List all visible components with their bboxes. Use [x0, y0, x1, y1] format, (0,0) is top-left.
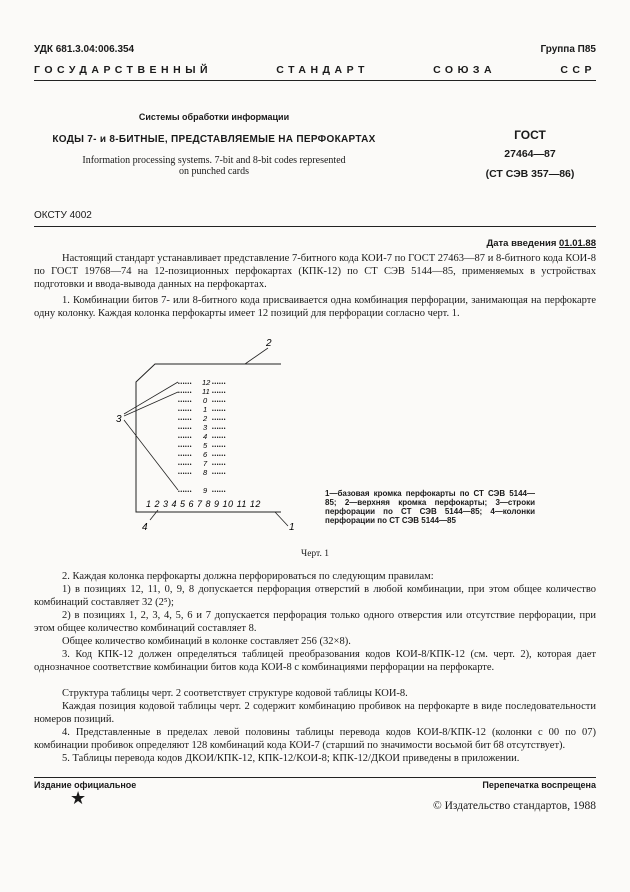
callout-line: [124, 382, 178, 414]
row-dots: ••••••: [178, 435, 193, 441]
item-5: 5. Таблицы перевода кодов ДКОИ/КПК-12, КПК-12/КОИ-8; КПК-12/ДКОИ приведены в приложении.: [62, 753, 520, 764]
doc-title-en: [34, 155, 394, 177]
row-dots: ••••••: [212, 435, 227, 441]
punch-row: [178, 396, 226, 405]
row-dots: ••••••: [178, 399, 193, 405]
row-label: 12: [202, 378, 211, 387]
punch-row: [178, 459, 226, 468]
callout-line: [124, 392, 178, 416]
state-word: ССР: [560, 64, 596, 76]
punch-row: [178, 432, 226, 441]
state-standard-header: [34, 64, 596, 76]
item-2-total: Общее количество комбинаций в колонке составляет 256 (32×8).: [62, 636, 351, 647]
callout-label: 3: [116, 414, 122, 425]
row-dots: ••••••: [178, 426, 193, 432]
doc-subtitle: Системы обработки информации: [138, 112, 290, 122]
gost-number: 27464—87: [504, 148, 556, 160]
item-3-structure: Структура таблицы черт. 2 соответствует структуре кодовой таблицы КОИ-8.: [62, 688, 408, 699]
row-label: 11: [202, 387, 210, 396]
figure-caption: Черт. 1: [301, 549, 329, 559]
okstu-rule: [34, 226, 596, 227]
row-label: 3: [203, 423, 208, 432]
row-label: 2: [203, 414, 208, 423]
punch-row: [178, 468, 226, 477]
row-dots: ••••••: [212, 390, 227, 396]
row-dots: ••••••: [212, 381, 227, 387]
effective-date-label: Дата введения: [486, 238, 557, 249]
row-dots: ••••••: [212, 462, 227, 468]
item-3: 3. Код КПК-12 должен определяться таблицей преобразования кодов КОИ-8/КПК-12 (см. черт. 2), которая дает однозначное соответствие комбинации битов кода КОИ-8 с комбинациями перфорации на перфокарте.: [34, 649, 596, 673]
item-2-rule-2: 2) в позициях 1, 2, 3, 4, 5, 6 и 7 допускается перфорация только одного отверстия или отсутствие перфорации, при этом общее количество комбинаций составляет 8.: [34, 610, 596, 634]
punch-row: [178, 423, 226, 432]
doc-title-ru: КОДЫ 7- и 8-БИТНЫЕ, ПРЕДСТАВЛЯЕМЫЕ НА ПЕРФОКАРТАХ: [52, 134, 376, 145]
row-dots: ••••••: [178, 489, 193, 495]
intro-paragraph: Настоящий стандарт устанавливает представление 7-битного кода КОИ-7 по ГОСТ 27463—87 и 8-битного кода КОИ-8 по ГОСТ 19768—74 на 12-позиционных перфокартах (КПК-12) по СТ СЭВ 5144—85, применяемых в устройствах подготовки и ввода-вывода данных на перфокартах.: [34, 253, 596, 290]
item-2: 2. Каждая колонка перфокарты должна перфорироваться по следующим правилам:: [62, 571, 434, 582]
callout-line: [124, 420, 178, 490]
row-label: 0: [203, 396, 208, 405]
column-numbers: 1 2 3 4 5 6 7 8 9 10 11 12: [146, 499, 261, 509]
row-dots: ••••••: [212, 489, 227, 495]
punch-row: [178, 441, 226, 450]
callout-label: 1: [289, 522, 295, 533]
state-word: СТАНДАРТ: [276, 64, 369, 76]
callout-label: 4: [142, 522, 148, 533]
punch-row: [178, 378, 226, 387]
doc-title-en-line: on punched cards: [179, 166, 249, 177]
row-label: 7: [203, 459, 208, 468]
row-dots: ••••••: [178, 381, 193, 387]
row-label: 5: [203, 441, 208, 450]
group-code: Группа П85: [540, 44, 596, 55]
row-dots: ••••••: [212, 471, 227, 477]
item-4: 4. Представленные в пределах левой половины таблицы перевода кодов КОИ-8/КПК-12 (колонки с 00 по 07) комбинации пробивок определяют 128 комбинаций кода КОИ-7 (старший по значимости восьмой бит б8 отсутствует).: [34, 727, 596, 751]
punch-row: [178, 405, 226, 414]
row-label: 4: [203, 432, 208, 441]
row-label: 6: [203, 450, 208, 459]
callout-line: [275, 512, 288, 526]
row-dots: ••••••: [212, 426, 227, 432]
state-word: ГОСУДАРСТВЕННЫЙ: [34, 64, 213, 76]
row-label: 8: [203, 468, 208, 477]
row-dots: ••••••: [178, 408, 193, 414]
effective-date: [486, 238, 596, 249]
callout-label: 2: [266, 338, 272, 349]
header-rule: [34, 80, 596, 81]
effective-date-value: 01.01.88: [559, 238, 596, 249]
row-dots: ••••••: [212, 408, 227, 414]
punch-row: [178, 387, 226, 396]
reprint-notice: Перепечатка воспрещена: [482, 780, 596, 790]
item-1: 1. Комбинации битов 7- или 8-битного кода присваивается одна комбинация перфорации, занимающая на перфокарте одну колонку. Каждая колонка перфокарты имеет 12 позиций для перфорации согласно черт. 1.: [34, 295, 596, 319]
okstu-code: ОКСТУ 4002: [34, 210, 92, 221]
state-word: СОЮЗА: [433, 64, 497, 76]
punch-row: [178, 450, 226, 459]
row-label: 9: [203, 486, 208, 495]
cmea-number: (СТ СЭВ 357—86): [485, 168, 575, 180]
punch-row: [178, 414, 226, 423]
row-dots: ••••••: [178, 471, 193, 477]
row-dots: ••••••: [212, 453, 227, 459]
row-dots: ••••••: [178, 444, 193, 450]
official-edition: Издание официальное: [34, 780, 137, 790]
row-dots: ••••••: [178, 390, 193, 396]
figure-legend: 1—базовая кромка перфокарты по СТ СЭВ 5144—85; 2—верхняя кромка перфокарты; 3—строки перфорации по СТ СЭВ 5144—85; 4—колонки перфорации по СТ СЭВ 5144—85: [325, 489, 535, 525]
punch-row: [178, 486, 226, 495]
footer-rule: [34, 777, 596, 778]
row-dots: ••••••: [212, 444, 227, 450]
row-dots: ••••••: [178, 453, 193, 459]
udk-code: УДК 681.3.04:006.354: [34, 44, 135, 55]
row-dots: ••••••: [212, 417, 227, 423]
punch-card-figure: [0, 330, 630, 540]
item-2-rule-1: 1) в позициях 12, 11, 0, 9, 8 допускается перфорация отверстий в любой комбинации, при этом общее количество комбинаций составляет 32 (2⁵);: [34, 584, 596, 608]
gost-block: [470, 128, 590, 180]
item-3-positions: Каждая позиция кодовой таблицы черт. 2 содержит комбинацию пробивок на перфокарте в виде последовательности номеров позиций.: [34, 701, 596, 725]
gost-label: ГОСТ: [514, 128, 546, 142]
doc-title-en-line: Information processing systems. 7-bit and 8-bit codes represented: [82, 155, 346, 166]
row-dots: ••••••: [212, 399, 227, 405]
row-label: 1: [203, 405, 208, 414]
row-dots: ••••••: [178, 417, 193, 423]
publisher-copyright: © Издательство стандартов, 1988: [432, 800, 596, 812]
star-icon: ★: [70, 788, 87, 808]
row-dots: ••••••: [178, 462, 193, 468]
callout-line: [245, 348, 268, 364]
